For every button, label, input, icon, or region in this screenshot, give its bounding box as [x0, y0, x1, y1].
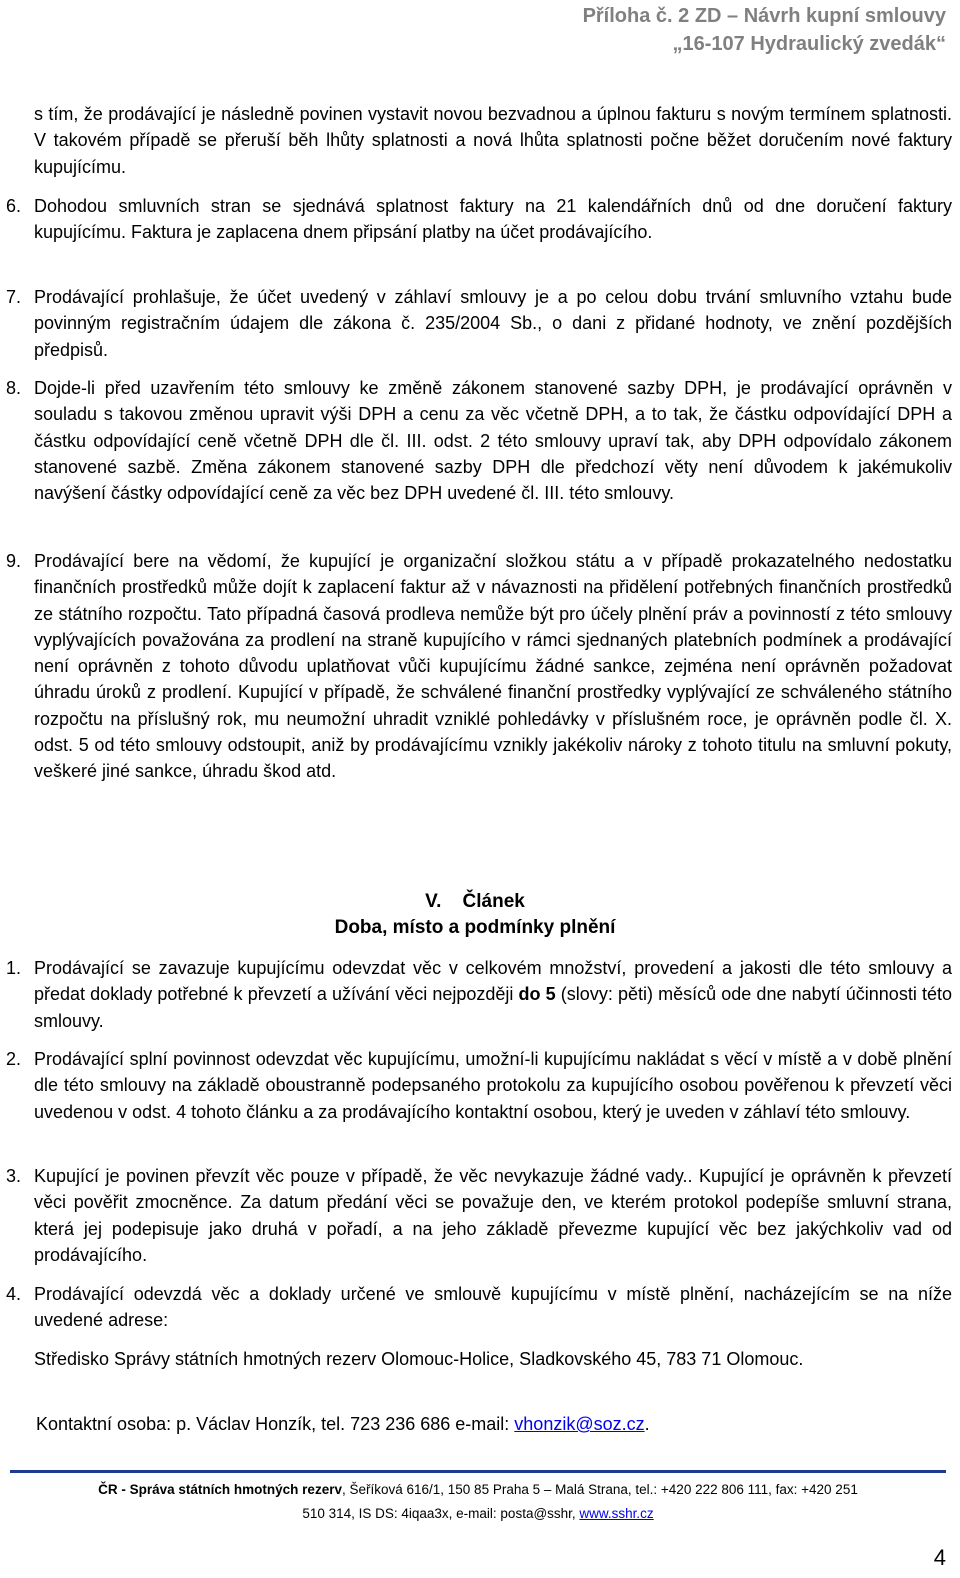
article-clause-number-3: 3.	[6, 1166, 22, 1186]
clause-number-9: 9.	[6, 551, 22, 571]
clause-number-7: 7.	[6, 287, 22, 307]
footer-web-link[interactable]: www.sshr.cz	[579, 1506, 654, 1521]
article-title: Doba, místo a podmínky plnění	[334, 917, 616, 938]
page-footer: ČR - Správa státních hmotných rezerv, Šeříková 616/1, 150 85 Praha 5 – Malá Strana, tel.: +420 222 806 111, fax: +420 251 510 314, IS DS: 4iqaa3x, e-mail: posta@sshr, www.sshr.cz	[98, 1482, 858, 1521]
delivery-deadline: do 5	[518, 984, 556, 1005]
contact-email-link[interactable]: vhonzik@soz.cz	[514, 1414, 645, 1434]
footer-divider	[10, 1470, 946, 1473]
contact-line: Kontaktní osoba: p. Václav Honzík, tel. 723 236 686 e-mail: vhonzik@soz.cz.	[36, 1414, 650, 1434]
clause-7-text: Prodávající prohlašuje, že účet uvedený v záhlaví smlouvy je a po celou dobu trvání smluvního vztahu bude povinným registračním údajem dle zákona č. 235/2004 Sb., o dani z přidané hodnoty, ve znění pozdějších předpisů.	[34, 287, 952, 360]
article-label: Článek	[462, 891, 525, 912]
document-header	[583, 2, 946, 58]
clause-8-text: Dojde-li před uzavřením této smlouvy ke změně zákonem stanovené sazby DPH, je prodávající oprávněn v souladu s takovou změnou upravit výši DPH a cenu za věc včetně DPH, a to tak, že částku odpovídající DPH a částku odpovídající ceně včetně DPH dle čl. III. odst. 2 této smlouvy upraví tak, aby DPH odpovídalo zákonem stanovené sazbě. Změna zákonem stanovené sazby DPH dle předchozí věty není důvodem k jakémukoliv navýšení částky odpovídající ceně za věc bez DPH uvedené čl. III. této smlouvy.	[34, 378, 952, 504]
header-tender-name: „16-107 Hydraulický zvedák“	[672, 33, 946, 55]
clause-number-6: 6.	[6, 196, 22, 216]
page-number: 4	[933, 1545, 946, 1570]
footer-organization: ČR - Správa státních hmotných rezerv	[98, 1482, 342, 1497]
clause-9-text: Prodávající bere na vědomí, že kupující je organizační složkou státu a v případě prokazatelného nedostatku finančních prostředků může dojít k zaplacení faktur až v návaznosti na přidělení potřebných finančních prostředků ze státního rozpočtu. Tato případná časová prodleva nemůže být pro účely plnění práv a povinností z této smlouvy vyplývajících považována za prodlení na straně kupujícího v rámci sjednaných platebních podmínek a prodávající není oprávněn z tohoto důvodu uplatňovat vůči kupujícímu žádné sankce, zejména není oprávněn požadovat úhradu úroků z prodlení. Kupující v případě, že schválené finanční prostředky vyplývající ze schváleného státního rozpočtu na příslušný rok, mu neumožní uhradit vzniklé pohledávky v příslušném roce, je oprávněn podle čl. X. odst. 5 od této smlouvy odstoupit, aniž by prodávajícímu vznikly jakékoliv nároky z tohoto titulu na smluvní pokuty, veškeré jiné sankce, úhradu škod atd.	[34, 551, 952, 782]
article-clause-number-4: 4.	[6, 1284, 22, 1304]
header-annex-title: Příloha č. 2 ZD – Návrh kupní smlouvy	[582, 5, 946, 27]
clause-number-8: 8.	[6, 378, 22, 398]
continuation-paragraph: s tím, že prodávající je následně povinen vystavit novou bezvadnou a úplnou fakturu s novým termínem splatnosti. V takovém případě se přeruší běh lhůty splatnosti a nová lhůta splatnosti počne běžet doručením nové faktury kupujícímu.	[34, 104, 952, 177]
delivery-address: Středisko Správy státních hmotných rezerv Olomouc-Holice, Sladkovského 45, 783 71 Olomouc.	[34, 1349, 804, 1369]
article-clause-1-text: Prodávající se zavazuje kupujícímu odevzdat věc v celkovém množství, provedení a jakosti dle této smlouvy a předat doklady potřebné k převzetí a užívání věci nejpozději do 5 (slovy: pěti) měsíců ode dne nabytí účinnosti této smlouvy.	[34, 958, 952, 1031]
article-clause-3-text: Kupující je povinen převzít věc pouze v případě, že věc nevykazuje žádné vady.. Kupující je oprávněn k převzetí věci pověřit zmocněnce. Za datum předání věci se považuje den, ve kterém protokol podepíše smluvní strana, která jej podepisuje jako druhá v pořadí, a na jeho základě převezme kupující věc bez jakýchkoliv vad od prodávajícího.	[34, 1166, 952, 1265]
article-clause-number-1: 1.	[6, 958, 22, 978]
article-heading	[0, 889, 950, 915]
article-clause-number-2: 2.	[6, 1049, 22, 1069]
article-number: V.	[425, 891, 442, 912]
article-clause-2-text: Prodávající splní povinnost odevzdat věc kupujícímu, umožní-li kupujícímu nakládat s věcí v místě a v době plnění dle této smlouvy na základě oboustranně podepsaného protokolu za kupujícího osobou pověřenou k převzetí věci uvedenou v odst. 4 tohoto článku a za prodávajícího kontaktní osobou, který je uveden v záhlaví této smlouvy.	[34, 1049, 952, 1122]
clause-6-text: Dohodou smluvních stran se sjednává splatnost faktury na 21 kalendářních dnů od dne doručení faktury kupujícímu. Faktura je zaplacena dnem připsání platby na účet prodávajícího.	[34, 196, 952, 243]
article-clause-4-text: Prodávající odevzdá věc a doklady určené ve smlouvě kupujícímu v místě plnění, nacházejícím se na níže uvedené adrese:	[34, 1284, 952, 1331]
